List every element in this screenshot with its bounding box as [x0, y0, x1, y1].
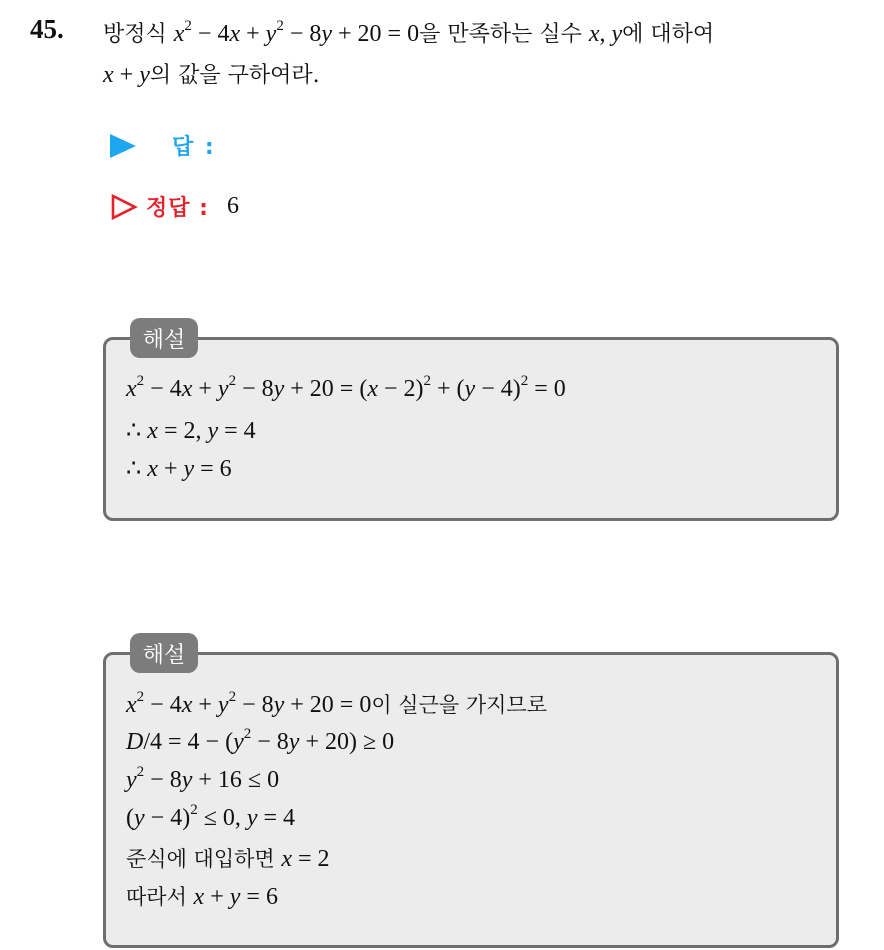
- right-triangle-outline-icon: [110, 193, 138, 221]
- explanation-box-1: [103, 337, 839, 521]
- correct-answer-value: 6: [226, 193, 239, 219]
- explanation-1-line-1: $x^2 - 4x + y^2 - 8y + 20 = (x - 2)^2 + (y - 4)^2 = 0$: [126, 373, 566, 402]
- explanation-2-line-4: $(y - 4)^2 \le 0$, y = 4: [126, 802, 296, 831]
- correct-answer-label: 정답 :: [146, 196, 209, 221]
- explanation-2-line-5: 준식에 대입하면 x = 2: [126, 846, 330, 872]
- right-triangle-filled-icon: [110, 134, 136, 158]
- question-number: 45.: [30, 14, 64, 44]
- explanation-2-tag: 해설: [130, 633, 198, 673]
- explanation-1-line-3: ∴ x + y = 6: [126, 456, 232, 482]
- question-line-1: 방정식 $x^2 - 4x + y^2 - 8y + 20 = 0$을 만족하는 실수 x, y에 대하여: [103, 18, 715, 47]
- explanation-box-2: [103, 652, 839, 948]
- explanation-1-line-2: ∴ x = 2, y = 4: [126, 418, 256, 444]
- answer-label: 답 :: [172, 135, 216, 160]
- correct-answer-row: [110, 191, 239, 222]
- question-line-2: x + y의 값을 구하여라.: [103, 62, 320, 88]
- explanation-2-line-2: $D/4 = 4 - (y^2 - 8y + 20) \ge 0$: [126, 726, 395, 755]
- explanation-1-tag: 해설: [130, 318, 198, 358]
- explanation-2-line-6: 따라서 x + y = 6: [126, 884, 278, 910]
- answer-row: [110, 130, 216, 161]
- explanation-2-line-1: $x^2 - 4x + y^2 - 8y + 20 = 0$이 실근을 가지므로: [126, 689, 547, 718]
- explanation-2-line-3: $y^2 - 8y + 16 \le 0$: [126, 764, 280, 793]
